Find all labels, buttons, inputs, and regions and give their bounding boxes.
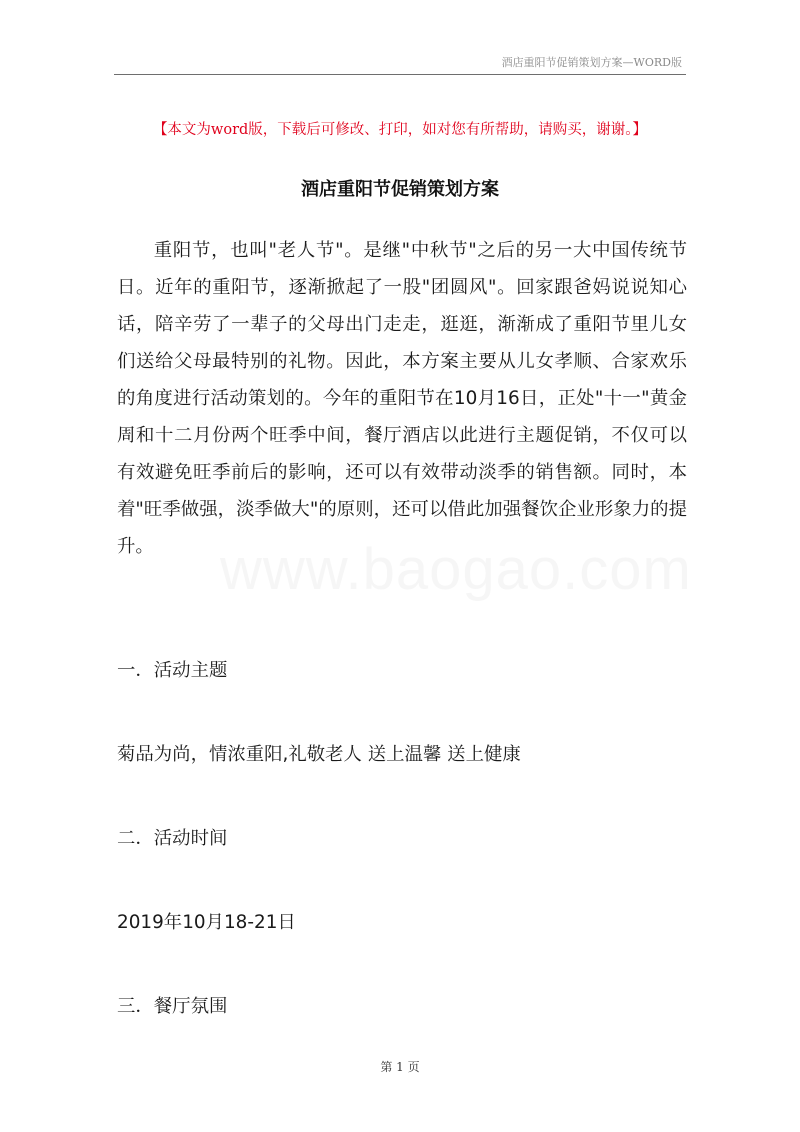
section-text-time: 2019年10月18-21日 (117, 912, 296, 933)
header-divider (114, 74, 686, 75)
page-number: 第 1 页 (380, 1060, 420, 1074)
intro-paragraph: 重阳节，也叫"老人节"。是继"中秋节"之后的另一大中国传统节日。近年的重阳节，逐渐掀起了一股"团圆风"。回家跟爸妈说说知心话，陪辛劳了一辈子的父母出门走走，逛逛，渐渐成了重阳节里儿女们送给父母最特别的礼物。因此，本方案主要从儿女孝顺、合家欢乐的角度进行活动策划的。今年的重阳节在10月16日，正处"十一"黄金周和十二月份两个旺季中间，餐厅酒店以此进行主题促销，不仅可以有效避免旺季前后的影响，还可以有效带动淡季的销售额。同时，本着"旺季做强，淡季做大"的原则，还可以借此加强餐饮企业形象力的提升。 (117, 240, 687, 557)
section-text-theme: 菊品为尚，情浓重阳,礼敬老人 送上温馨 送上健康 (117, 744, 521, 765)
document-title: 酒店重阳节促销策划方案 (301, 179, 499, 200)
section-heading-theme: 一．活动主题 (117, 660, 228, 681)
running-header: 酒店重阳节促销策划方案—WORD版 (501, 56, 682, 69)
download-notice: 【本文为word版，下载后可修改、打印，如对您有所帮助，请购买，谢谢。】 (152, 122, 648, 138)
section-heading-atmosphere: 三．餐厅氛围 (117, 996, 228, 1017)
watermark: www.baogao.com (220, 537, 692, 602)
section-heading-time: 二．活动时间 (117, 828, 228, 849)
